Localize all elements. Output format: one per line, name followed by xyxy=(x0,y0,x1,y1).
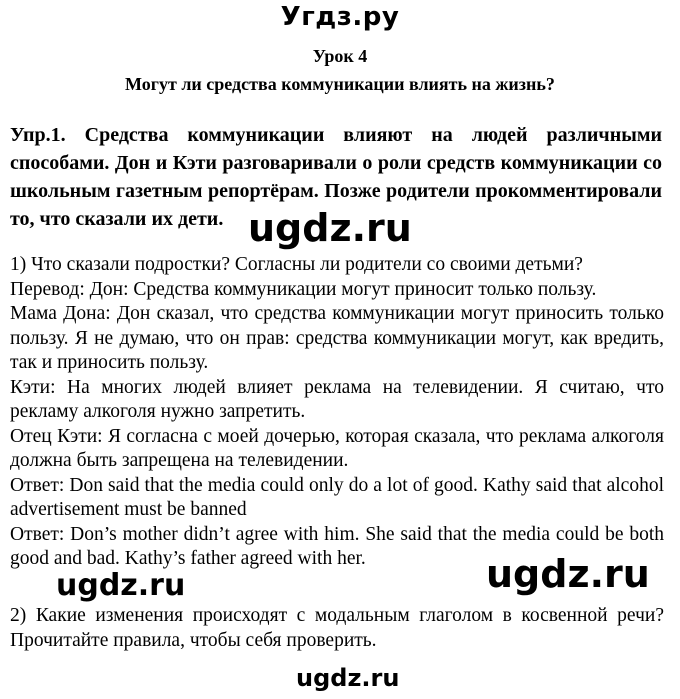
watermark-center: ugdz.ru xyxy=(248,206,412,250)
translation-kathy-father: Отец Кэти: Я согласна с моей дочерью, которая сказала, что реклама алкоголя должна быть запрещена на телевидении. xyxy=(10,425,664,471)
watermark-right: ugdz.ru xyxy=(486,552,650,596)
site-header: Угдз.ру xyxy=(280,2,400,32)
translation-don: Перевод: Дон: Средства коммуникации могут приносит только пользу. xyxy=(10,278,597,300)
question-2: 2) Какие изменения происходят с модальным глаголом в косвенной речи? Прочитайте правила, чтобы себя проверить. xyxy=(10,605,664,651)
lesson-title: Урок 4 xyxy=(312,46,368,66)
answer-1: Ответ: Don said that the media could only do a lot of good. Kathy said that alcohol advertisement must be banned xyxy=(10,474,664,520)
question-2-section xyxy=(10,604,664,653)
answer-section xyxy=(10,253,664,572)
exercise-heading: Упр.1. Средства коммуникации влияют на людей различными способами. Дон и Кэти разговаривали о роли средств коммуникации со школьным газетным репортёрам. Позже родители прокомментировали то, что сказали их дети. xyxy=(10,124,662,230)
lesson-subtitle: Могут ли средства коммуникации влиять на жизнь? xyxy=(125,74,555,94)
question-1: 1) Что сказали подростки? Согласны ли родители со своими детьми? xyxy=(10,254,583,275)
translation-kathy: Кэти: На многих людей влияет реклама на телевидении. Я считаю, что рекламу алкоголя нужно запретить. xyxy=(10,376,664,422)
watermark-bottom: ugdz.ru xyxy=(296,664,400,692)
answer-2: Ответ: Don’s mother didn’t agree with him. She said that the media could be both good and bad. Kathy’s father agreed with her. xyxy=(10,523,664,569)
watermark-left: ugdz.ru xyxy=(56,568,186,603)
translation-don-mother: Мама Дона: Дон сказал, что средства коммуникации могут приносить только пользу. Я не думаю, что он прав: средства коммуникации могут, как вредить, так и приносить пользу. xyxy=(10,303,664,373)
